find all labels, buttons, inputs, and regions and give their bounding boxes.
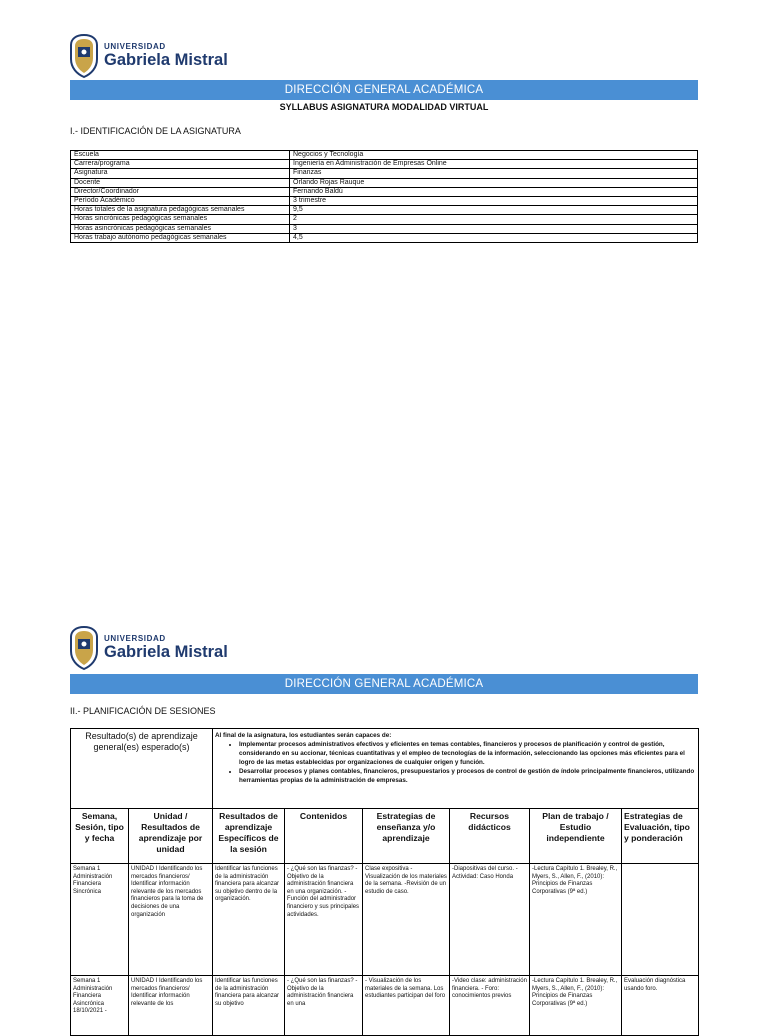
- table-row: [71, 169, 698, 178]
- brand-line2: Gabriela Mistral: [104, 643, 228, 662]
- row-value: Negocios y Tecnología: [290, 151, 698, 160]
- cell-unit: UNIDAD I Identificando los mercados financieros/ Identificar información relevante de los: [129, 976, 213, 1036]
- cell-evaluation: [622, 864, 699, 976]
- outcome-item: • Implementar procesos administrativos efectivos y eficientes en temas contables, financieros y procesos de planificación y control de gestión, considerando en su accionar, técnicas cuantitativas y el empleo de tecnologías de la información, seleccionando las opciones más eficientes para el logro de las metas establecidas por organizaciones de cualquier origen y función.: [239, 740, 696, 767]
- outcomes-label: Resultado(s) de aprendizaje general(es) esperado(s): [71, 729, 213, 809]
- section-identification-title: I.- IDENTIFICACIÓN DE LA ASIGNATURA: [70, 126, 241, 136]
- table-row: [71, 976, 699, 1036]
- table-row: [71, 864, 699, 976]
- cell-session-outcomes: Identificar las funciones de la administración financiera para alcanzar su objetivo: [213, 976, 285, 1036]
- header-row: [71, 809, 699, 864]
- brand-line2: Gabriela Mistral: [104, 51, 228, 70]
- brand-line1: UNIVERSIDAD: [104, 634, 166, 644]
- row-key: Carrera/programa: [71, 160, 290, 169]
- row-value: 2: [290, 215, 698, 224]
- table-row: [71, 151, 698, 160]
- cell-work-plan: -Lectura Capítulo 1. Brealey, R., Myers, S., Allen, F., (2010): Principios de Finanzas Corporativas (9ª ed.): [530, 864, 622, 976]
- cell-unit: UNIDAD I Identificando los mercados financieros/ Identificar información relevante de los mercados financieros para la toma de decisiones de una organización: [129, 864, 213, 976]
- cell-strategies: - Visualización de los materiales de la semana. Los estudiantes participan del foro: [363, 976, 450, 1036]
- cell-contents: - ¿Qué son las finanzas? - Objetivo de la administración financiera en una organización. - Función del administrador financiero y sus principales actividades.: [285, 864, 363, 976]
- outcome-item: • Desarrollar procesos y planes contables, financieros, presupuestarios y procesos de control de gestión de índole principalmente financieros, utilizando herramientas propias de la administración de empresas.: [239, 767, 696, 785]
- outcomes-row: [71, 729, 699, 809]
- row-key: Horas sincrónicas pedagógicas semanales: [71, 215, 290, 224]
- table-row: [71, 196, 698, 205]
- crest-icon: [68, 625, 100, 671]
- outcomes-intro: Al final de la asignatura, los estudiantes serán capaces de:: [215, 732, 392, 739]
- row-key: Horas totales de la asignatura pedagógicas semanales: [71, 206, 290, 215]
- row-value: 3 trimestre: [290, 196, 698, 205]
- row-key: Horas asincrónicas pedagógicas semanales: [71, 224, 290, 233]
- banner-title: DIRECCIÓN GENERAL ACADÉMICA: [70, 80, 698, 100]
- col-header-week: Semana, Sesión, tipo y fecha: [71, 809, 129, 864]
- table-row: [71, 160, 698, 169]
- col-header-evaluation: Estrategias de Evaluación, tipo y ponderación: [622, 809, 699, 864]
- col-header-strategies: Estrategias de enseñanza y/o aprendizaje: [363, 809, 450, 864]
- cell-session-outcomes: Identificar las funciones de la administración financiera para alcanzar su objetivo dentro de la organización.: [213, 864, 285, 976]
- crest-icon: [68, 33, 100, 79]
- row-value: Fernando Baldú: [290, 187, 698, 196]
- row-key: Período Académico: [71, 196, 290, 205]
- row-key: Director/Coordinador: [71, 187, 290, 196]
- cell-contents: - ¿Qué son las finanzas? - Objetivo de la administración financiera en una: [285, 976, 363, 1036]
- university-logo: [68, 30, 228, 82]
- cell-resources: -Diapositivas del curso. - Actividad: Caso Honda: [450, 864, 530, 976]
- row-key: Asignatura: [71, 169, 290, 178]
- row-key: Escuela: [71, 151, 290, 160]
- row-key: Docente: [71, 178, 290, 187]
- cell-resources: -Video clase: administración financiera. - Foro: conocimientos previos: [450, 976, 530, 1036]
- row-key: Horas trabajo autónomo pedagógicas semanales: [71, 233, 290, 242]
- table-row: [71, 178, 698, 187]
- cell-strategies: Clase expositiva -Visualización de los materiales de la semana. -Revisión de un estudio de caso.: [363, 864, 450, 976]
- col-header-session-outcomes: Resultados de aprendizaje Específicos de la sesión: [213, 809, 285, 864]
- sessions-table: [70, 728, 699, 1036]
- col-header-resources: Recursos didácticos: [450, 809, 530, 864]
- identification-table: [70, 150, 698, 243]
- row-value: Ingeniería en Administración de Empresas Online: [290, 160, 698, 169]
- section-planning-title: II.- PLANIFICACIÓN DE SESIONES: [70, 706, 216, 716]
- brand-line1: UNIVERSIDAD: [104, 42, 166, 52]
- table-row: [71, 187, 698, 196]
- col-header-work-plan: Plan de trabajo / Estudio independiente: [530, 809, 622, 864]
- syllabus-subtitle: SYLLABUS ASIGNATURA MODALIDAD VIRTUAL: [279, 102, 489, 112]
- row-value: 4,5: [290, 233, 698, 242]
- outcomes-body: [213, 729, 699, 809]
- col-header-contents: Contenidos: [285, 809, 363, 864]
- row-value: 9,5: [290, 206, 698, 215]
- banner-title-page2: DIRECCIÓN GENERAL ACADÉMICA: [70, 674, 698, 694]
- table-row: [71, 233, 698, 242]
- row-value: 3: [290, 224, 698, 233]
- row-value: Orlando Rojas Rauque: [290, 178, 698, 187]
- table-row: [71, 215, 698, 224]
- col-header-unit: Unidad / Resultados de aprendizaje por unidad: [129, 809, 213, 864]
- cell-evaluation: Evaluación diagnóstica usando foro.: [622, 976, 699, 1036]
- table-row: [71, 206, 698, 215]
- university-logo-page2: [68, 622, 228, 674]
- cell-work-plan: -Lectura Capítulo 1. Brealey, R., Myers, S., Allen, F., (2010): Principios de Finanzas Corporativas (9ª ed.): [530, 976, 622, 1036]
- cell-week: Semana 1 Administración Financiera Asincrónica 18/10/2021 -: [71, 976, 129, 1036]
- row-value: Finanzas: [290, 169, 698, 178]
- cell-week: Semana 1 Administración Financiera Sincrónica: [71, 864, 129, 976]
- table-row: [71, 224, 698, 233]
